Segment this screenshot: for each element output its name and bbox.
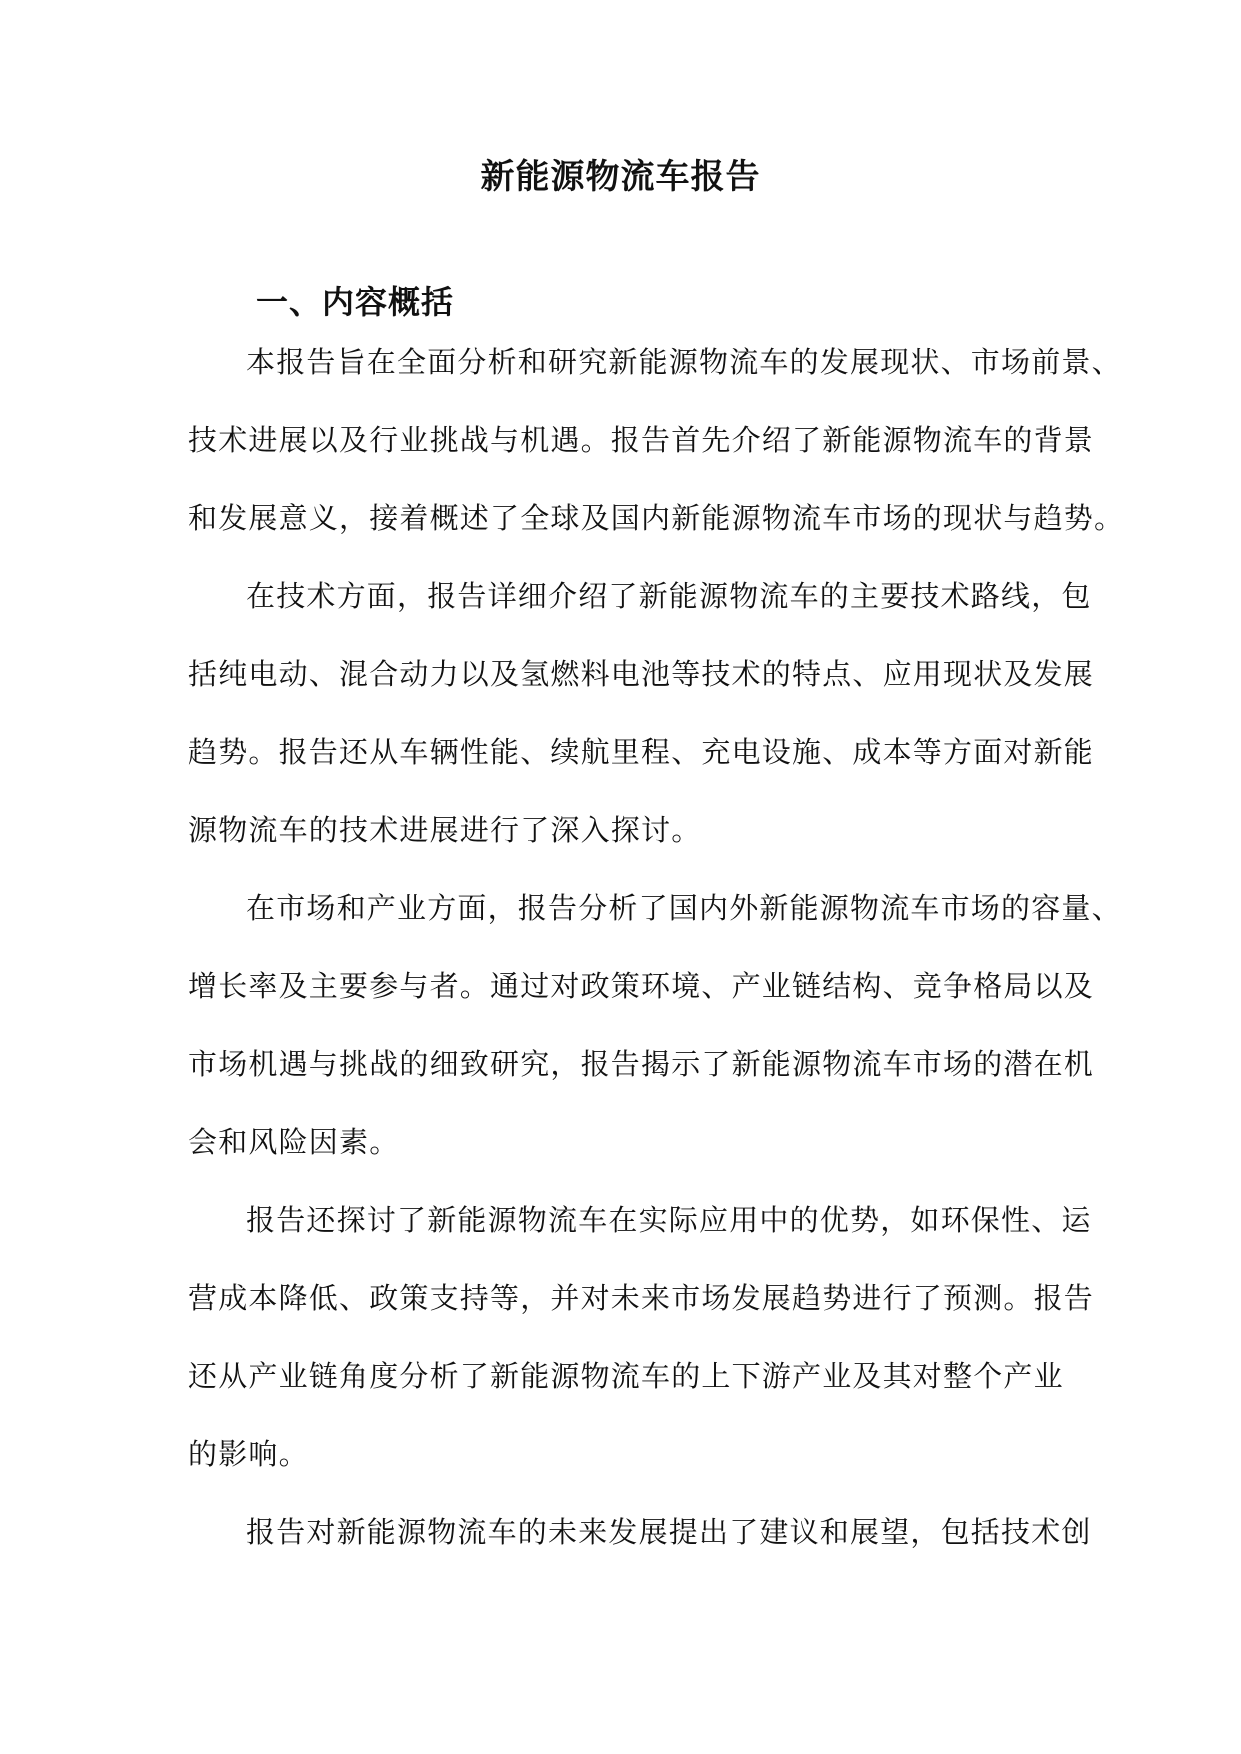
paragraph-line: 报告对新能源物流车的未来发展提出了建议和展望，包括技术创: [246, 1515, 1092, 1549]
paragraph-line: 市场机遇与挑战的细致研究，报告揭示了新能源物流车市场的潜在机: [188, 1047, 1095, 1081]
document-title: 新能源物流车报告: [480, 157, 761, 197]
paragraph-line: 报告还探讨了新能源物流车在实际应用中的优势，如环保性、运: [246, 1203, 1092, 1237]
paragraph-line: 本报告旨在全面分析和研究新能源物流车的发展现状、市场前景、: [246, 345, 1122, 379]
paragraph-line: 增长率及主要参与者。通过对政策环境、产业链结构、竞争格局以及: [188, 969, 1095, 1003]
paragraph-line: 在市场和产业方面，报告分析了国内外新能源物流车市场的容量、: [246, 891, 1122, 925]
paragraph-line: 趋势。报告还从车辆性能、续航里程、充电设施、成本等方面对新能: [188, 735, 1095, 769]
paragraph-line: 的影响。: [188, 1437, 309, 1471]
paragraph-line: 技术进展以及行业挑战与机遇。报告首先介绍了新能源物流车的背景: [188, 423, 1095, 457]
paragraph-line: 源物流车的技术进展进行了深入探讨。: [188, 813, 702, 847]
paragraph-line: 还从产业链角度分析了新能源物流车的上下游产业及其对整个产业: [188, 1359, 1064, 1393]
paragraph-line: 营成本降低、政策支持等，并对未来市场发展趋势进行了预测。报告: [188, 1281, 1095, 1315]
paragraph-line: 和发展意义，接着概述了全球及国内新能源物流车市场的现状与趋势。: [188, 501, 1125, 535]
paragraph-line: 括纯电动、混合动力以及氢燃料电池等技术的特点、应用现状及发展: [188, 657, 1095, 691]
section-heading: 一、内容概括: [256, 283, 455, 321]
paragraph-line: 在技术方面，报告详细介绍了新能源物流车的主要技术路线，包: [246, 579, 1092, 613]
paragraph-line: 会和风险因素。: [188, 1125, 400, 1159]
